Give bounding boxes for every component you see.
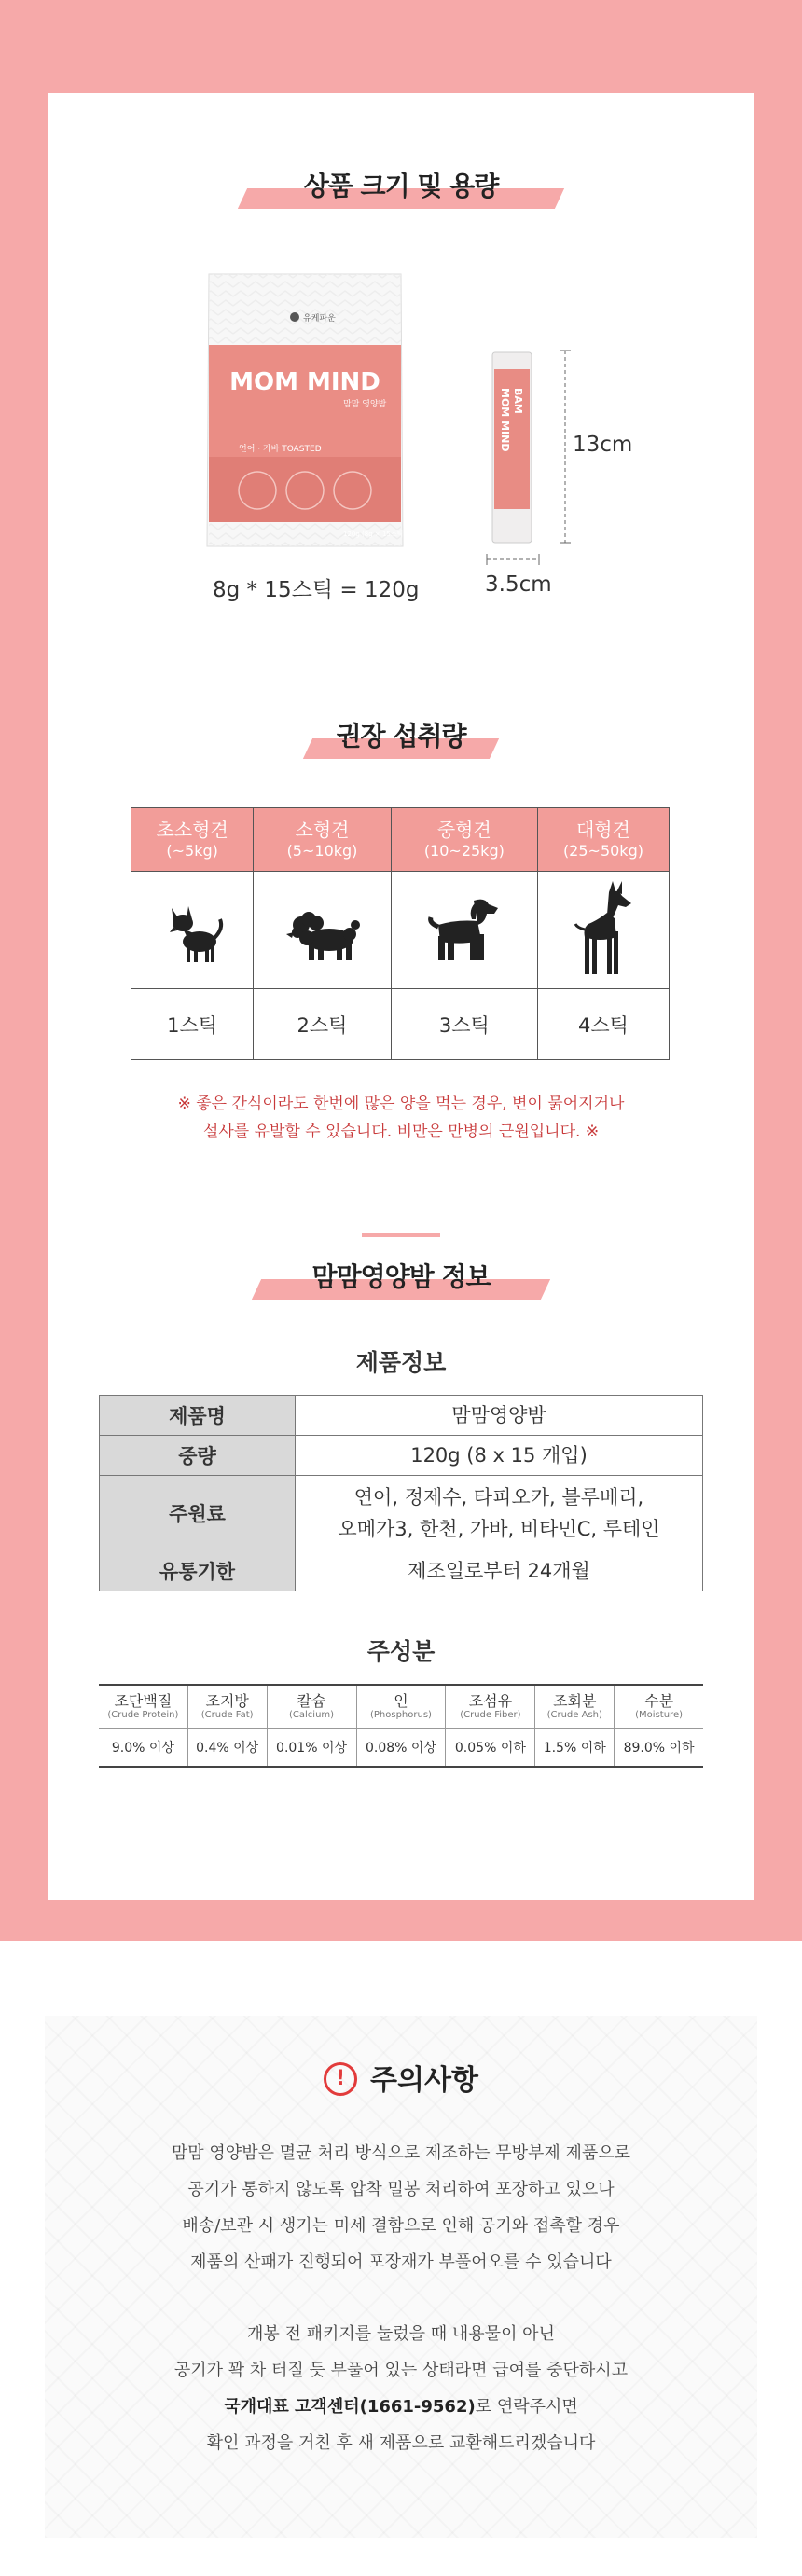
info-value-ingredients: 연어, 정제수, 타피오카, 블루베리, 오메가3, 한천, 가바, 비타민C, 루테인 <box>296 1476 703 1550</box>
intake-header-s: 소형견 (5~10kg) <box>254 808 391 872</box>
intake-header-m: 중형견 (10~25kg) <box>391 808 537 872</box>
info-key-expiry: 유통기한 <box>100 1550 296 1591</box>
info-value-name: 맘맘영양밤 <box>296 1396 703 1436</box>
nutrient-value: 89.0% 이하 <box>615 1728 703 1767</box>
info-key-weight: 중량 <box>100 1436 296 1476</box>
exclamation-icon: ! <box>324 2062 357 2096</box>
intake-warning-line1: ※ 좋은 간식이라도 한번에 많은 양을 먹는 경우, 변이 묽어지거나 <box>177 1095 625 1113</box>
product-info-table <box>99 1395 703 1591</box>
nutrient-value: 0.4% 이상 <box>187 1728 267 1767</box>
svg-text:맘맘 영양밤: 맘맘 영양밤 <box>343 400 387 409</box>
nutrient-header: 인 (Phosphorus) <box>356 1685 446 1728</box>
nutrient-header: 조회분 (Crude Ash) <box>535 1685 615 1728</box>
nutrient-heading: 주성분 <box>366 1638 436 1665</box>
nutrient-value: 0.01% 이상 <box>267 1728 356 1767</box>
svg-text:120g (8g × 15스틱): 120g (8g × 15스틱) <box>343 530 407 538</box>
svg-text:유케파운: 유케파운 <box>303 314 336 324</box>
pouch-image <box>203 270 407 550</box>
caution-line: 맘맘 영양밤은 멸균 처리 방식으로 제조하는 무방부제 제품으로 <box>171 2143 631 2163</box>
info-key-ingredients: 주원료 <box>100 1476 296 1550</box>
caution-line: 공기가 꽉 차 터질 듯 부풀어 있는 상태라면 급여를 중단하시고 <box>173 2361 629 2380</box>
intake-header-l: 대형견 (25~50kg) <box>537 808 669 872</box>
weight-label: 8g * 15스틱 = 120g <box>213 578 420 602</box>
intake-header-xs: 초소형견 (~5kg) <box>131 808 254 872</box>
caution-line: 제품의 산패가 진행되어 포장재가 부풀어오를 수 있습니다 <box>190 2252 612 2272</box>
customer-center-contact: 국개대표 고객센터(1661-9562) <box>224 2397 476 2417</box>
caution-box <box>45 2016 757 2538</box>
caution-line: 공기가 통하지 않도록 압착 밀봉 처리하여 포장하고 있으나 <box>187 2180 615 2199</box>
height-dimension-line <box>556 349 574 544</box>
intake-table <box>131 807 670 1060</box>
nutrient-value: 0.08% 이상 <box>356 1728 446 1767</box>
nutrient-value: 9.0% 이상 <box>99 1728 187 1767</box>
width-label: 3.5cm <box>485 572 552 597</box>
intake-amount-l: 4스틱 <box>537 989 669 1060</box>
svg-text:MOM MIND: MOM MIND <box>229 368 380 396</box>
width-dimension-line <box>485 552 541 567</box>
doberman-icon <box>566 877 641 980</box>
nutrient-header: 조지방 (Crude Fat) <box>187 1685 267 1728</box>
nutrient-table <box>99 1684 703 1768</box>
caution-line: 확인 과정을 거친 후 새 제품으로 교환해드리겠습니다 <box>206 2433 596 2453</box>
nutrient-header: 수분 (Moisture) <box>615 1685 703 1728</box>
info-key-name: 제품명 <box>100 1396 296 1436</box>
svg-text:연어 · 가바 TOASTED: 연어 · 가바 TOASTED <box>239 445 322 454</box>
svg-text:BAM: BAM <box>512 388 524 414</box>
medium-dog-icon <box>420 891 509 966</box>
info-value-weight: 120g (8 x 15 개입) <box>296 1436 703 1476</box>
nutrient-header: 조단백질 (Crude Protein) <box>99 1685 187 1728</box>
section-divider <box>362 1233 440 1237</box>
stick-image <box>489 351 535 544</box>
caution-contact-line: 국개대표 고객센터(1661-9562)로 연락주시면 <box>224 2397 578 2417</box>
intake-amount-m: 3스틱 <box>391 989 537 1060</box>
intake-section-title: 권장 섭취량 <box>0 709 802 765</box>
caution-line: 배송/보관 시 생기는 미세 결함으로 인해 공기와 접촉할 경우 <box>182 2216 620 2236</box>
info-value-expiry: 제조일로부터 24개월 <box>296 1550 703 1591</box>
product-info-heading: 제품정보 <box>355 1349 447 1376</box>
intake-amount-s: 2스틱 <box>254 989 391 1060</box>
nutrient-value: 1.5% 이하 <box>535 1728 615 1767</box>
height-label: 13cm <box>573 433 633 457</box>
svg-text:MOM MIND: MOM MIND <box>499 388 511 452</box>
nutrient-header: 칼슘 (Calcium) <box>267 1685 356 1728</box>
intake-amount-xs: 1스틱 <box>131 989 254 1060</box>
nutrient-value: 0.05% 이하 <box>446 1728 535 1767</box>
nutrient-header: 조섬유 (Crude Fiber) <box>446 1685 535 1728</box>
caution-line: 개봉 전 패키지를 눌렀을 때 내용물이 아닌 <box>247 2324 555 2344</box>
poodle-icon <box>281 891 365 966</box>
size-section-title: 상품 크기 및 용량 <box>0 158 802 214</box>
info-section-title: 맘맘영양밤 정보 <box>0 1249 802 1305</box>
intake-warning-line2: 설사를 유발할 수 있습니다. 비만은 만병의 근원입니다. ※ <box>202 1123 600 1141</box>
chihuahua-icon <box>155 891 229 966</box>
caution-title: ! 주의사항 <box>45 2057 757 2099</box>
